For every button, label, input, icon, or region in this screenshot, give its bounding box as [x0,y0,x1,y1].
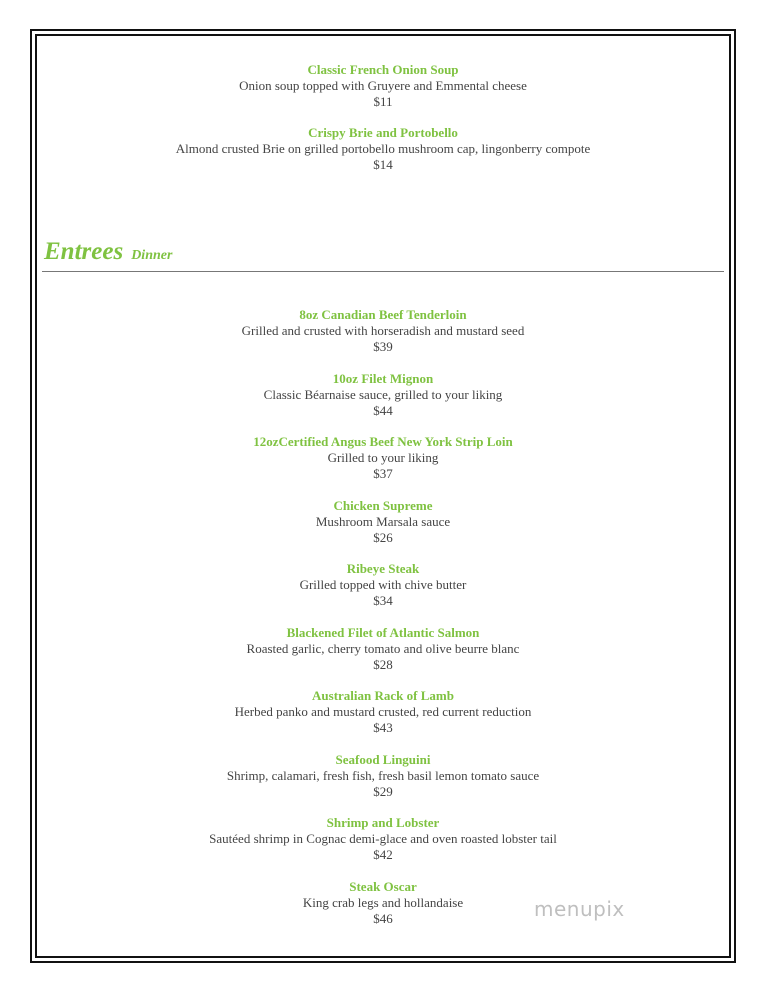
item-description: Mushroom Marsala sauce [315,514,451,529]
item-description: Grilled and crusted with horseradish and mustard seed [241,323,525,338]
item-name: Steak Oscar [349,879,417,894]
item-price: $43 [373,720,393,735]
menu-item-french-onion-soup [35,62,731,110]
section-title: Entrees [44,238,124,265]
item-description: King crab legs and hollandaise [302,895,464,910]
menu-item-filet-mignon [35,371,731,419]
item-price: $14 [373,157,393,172]
item-name: Shrimp and Lobster [326,815,440,830]
menu-item-crispy-brie [35,125,731,173]
item-description: Onion soup topped with Gruyere and Emmental cheese [239,78,527,93]
section-heading [44,238,172,266]
item-description: Almond crusted Brie on grilled portobello mushroom cap, lingonberry compote [175,141,591,156]
item-price: $11 [373,94,393,109]
item-price: $26 [373,530,393,545]
item-description: Sautéed shrimp in Cognac demi-glace and oven roasted lobster tail [209,831,557,846]
item-description: Grilled topped with chive butter [299,577,467,592]
item-description: Grilled to your liking [327,450,439,465]
menu-item-rack-of-lamb [35,688,731,736]
menu-item-seafood-linguini [35,752,731,800]
item-price: $46 [373,911,393,926]
item-name: Blackened Filet of Atlantic Salmon [286,625,480,640]
menu-item-ribeye-steak [35,561,731,609]
item-name: Crispy Brie and Portobello [308,125,458,140]
item-description: Classic Béarnaise sauce, grilled to your liking [263,387,503,402]
item-price: $28 [373,657,393,672]
item-price: $42 [373,847,393,862]
menu-item-shrimp-and-lobster [35,815,731,863]
section-divider [42,271,724,272]
menu-item-chicken-supreme [35,498,731,546]
item-name: Australian Rack of Lamb [312,688,454,703]
menu-item-strip-loin [35,434,731,482]
item-name: Seafood Linguini [335,752,431,767]
item-description: Roasted garlic, cherry tomato and olive beurre blanc [246,641,520,656]
menu-item-steak-oscar [35,879,731,927]
item-name: 12ozCertified Angus Beef New York Strip Loin [253,434,513,449]
item-name: Chicken Supreme [333,498,433,513]
item-name: Ribeye Steak [346,561,420,576]
item-price: $39 [373,339,393,354]
item-price: $44 [373,403,393,418]
item-description: Herbed panko and mustard crusted, red current reduction [234,704,532,719]
item-description: Shrimp, calamari, fresh fish, fresh basil lemon tomato sauce [226,768,540,783]
section-subtitle: Dinner [131,248,173,263]
item-price: $37 [373,466,393,481]
item-price: $34 [373,593,393,608]
watermark-logo: menupix [534,897,625,921]
item-name: 10oz Filet Mignon [332,371,434,386]
item-price: $29 [373,784,393,799]
item-name: 8oz Canadian Beef Tenderloin [299,307,467,322]
menu-item-beef-tenderloin [35,307,731,355]
menu-item-atlantic-salmon [35,625,731,673]
item-name: Classic French Onion Soup [307,62,459,77]
